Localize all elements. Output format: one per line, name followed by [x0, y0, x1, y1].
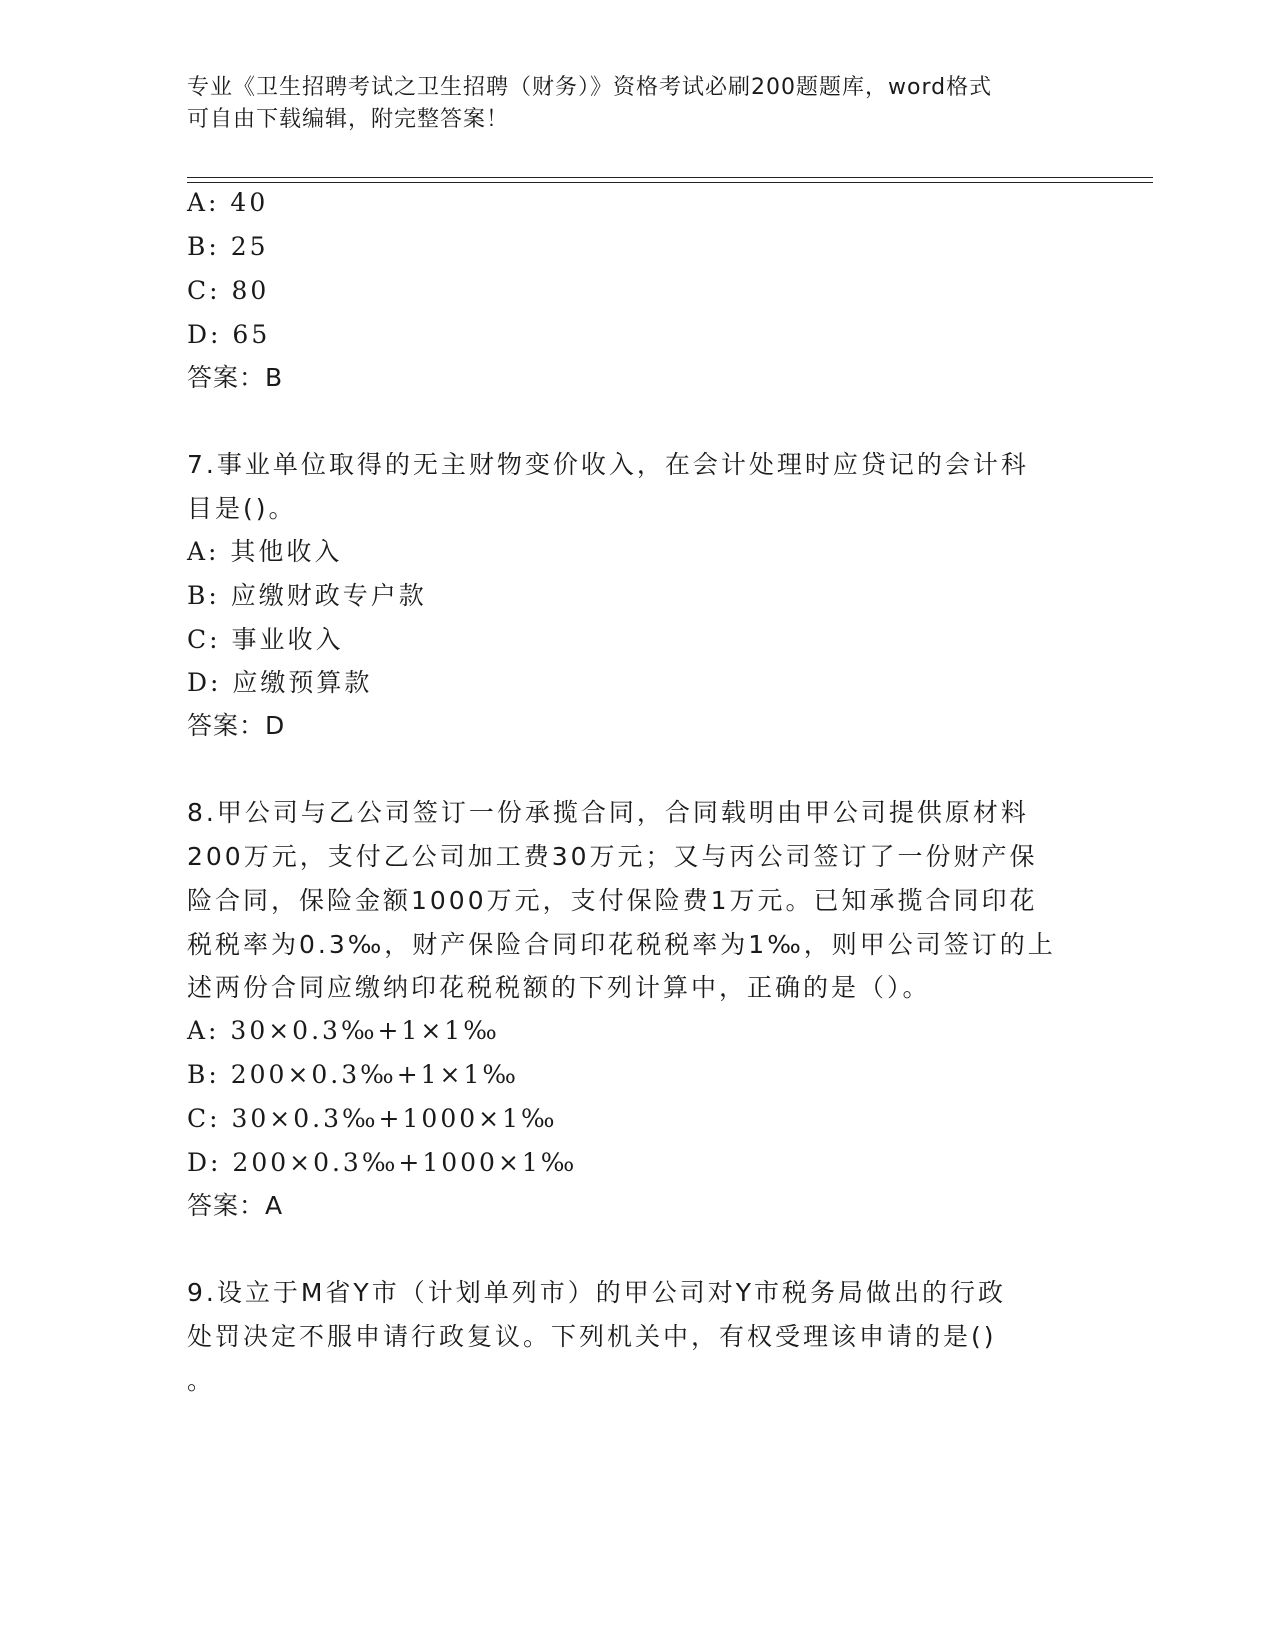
q6-answer: 答案：B — [187, 363, 284, 392]
document-header — [187, 72, 1087, 136]
q7-option-d: D: 应缴预算款 — [187, 668, 373, 697]
header-divider-top — [187, 177, 1153, 178]
q8-option-d: D: 200×0.3‰+1000×1‰ — [187, 1148, 578, 1177]
q6-option-c: C: 80 — [187, 276, 270, 305]
q9-stem-line-3: 。 — [187, 1366, 216, 1395]
q8-stem-line-2: 200万元，支付乙公司加工费30万元；又与丙公司签订了一份财产保 — [187, 842, 1038, 871]
header-title-line-1: 专业《卫生招聘考试之卫生招聘（财务）》资格考试必刷200题题库，word格式 — [187, 75, 993, 100]
q6-option-b: B: 25 — [187, 232, 269, 261]
q8-answer: 答案：A — [187, 1191, 284, 1220]
q9-stem-line-1: 9.设立于M省Y市（计划单列市）的甲公司对Y市税务局做出的行政 — [187, 1278, 1006, 1307]
q8-stem-line-3: 险合同，保险金额1000万元，支付保险费1万元。已知承揽合同印花 — [187, 886, 1038, 915]
q7-answer: 答案：D — [187, 711, 286, 740]
q8-option-a: A: 30×0.3‰+1×1‰ — [187, 1016, 500, 1045]
q8-stem-line-5: 述两份合同应缴纳印花税税额的下列计算中，正确的是（）。 — [187, 973, 931, 1002]
header-title-line-2: 可自由下载编辑，附完整答案！ — [187, 107, 510, 132]
q8-stem-line-4: 税税率为0.3‰，财产保险合同印花税税率为1‰，则甲公司签订的上 — [187, 930, 1056, 959]
q7-stem-line-2: 目是()。 — [187, 494, 297, 523]
q8-stem-line-1: 8.甲公司与乙公司签订一份承揽合同，合同载明由甲公司提供原材料 — [187, 798, 1029, 827]
q7-option-b: B: 应缴财政专户款 — [187, 581, 427, 610]
q7-option-a: A: 其他收入 — [187, 537, 343, 566]
q8-option-c: C: 30×0.3‰+1000×1‰ — [187, 1104, 558, 1133]
q6-option-d: D: 65 — [187, 320, 271, 349]
q6-option-a: A: 40 — [187, 188, 269, 217]
q7-option-c: C: 事业收入 — [187, 625, 344, 654]
q8-option-b: B: 200×0.3‰+1×1‰ — [187, 1060, 519, 1089]
header-divider-bottom — [187, 182, 1153, 183]
q7-stem-line-1: 7.事业单位取得的无主财物变价收入，在会计处理时应贷记的会计科 — [187, 450, 1029, 479]
q9-stem-line-2: 处罚决定不服申请行政复议。下列机关中，有权受理该申请的是() — [187, 1322, 997, 1351]
